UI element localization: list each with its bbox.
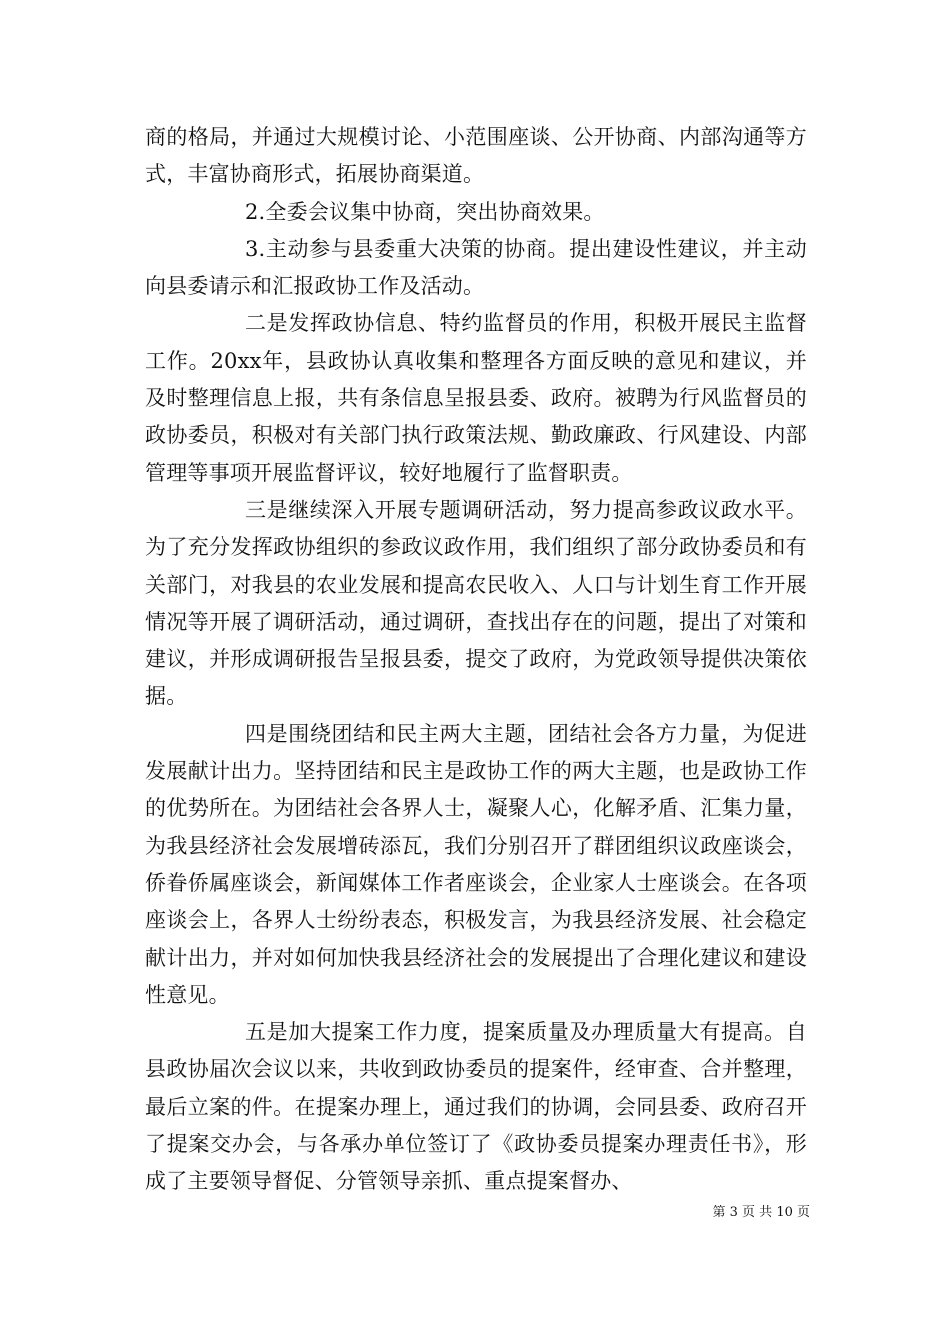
document-body: [145, 119, 807, 1201]
paragraph-section-five: 五是加大提案工作力度，提案质量及办理质量大有提高。自县政协届次会议以来，共收到政协委员的提案件，经审查、合并整理，最后立案的件。在提案办理上，通过我们的协调，会同县委、政府召开了提案交办会，与各承办单位签订了《政协委员提案办理责任书》，形成了主要领导督促、分管领导亲抓、重点提案督办、: [145, 1020, 807, 1194]
paragraph-section-three: 三是继续深入开展专题调研活动，努力提高参政议政水平。为了充分发挥政协组织的参政议政作用，我们组织了部分政协委员和有关部门，对我县的农业发展和提高农民收入、人口与计划生育工作开展情况等开展了调研活动，通过调研，查找出存在的问题，提出了对策和建议，并形成调研报告呈报县委，提交了政府，为党政领导提供决策依据。: [145, 497, 807, 709]
paragraph-section-two: 二是发挥政协信息、特约监督员的作用，积极开展民主监督工作。20xx年，县政协认真收集和整理各方面反映的意见和建议，并及时整理信息上报，共有条信息呈报县委、政府。被聘为行风监督员的政协委员，积极对有关部门执行政策法规、勤政廉政、行风建设、内部管理等事项开展监督评议，较好地履行了监督职责。: [145, 311, 807, 485]
page-number-footer: 第 3 页 共 10 页: [712, 1205, 810, 1220]
paragraph-continuation: 商的格局，并通过大规模讨论、小范围座谈、公开协商、内部沟通等方式，丰富协商形式，拓展协商渠道。: [145, 125, 807, 187]
paragraph-section-four: 四是围绕团结和民主两大主题，团结社会各方力量，为促进发展献计出力。坚持团结和民主是政协工作的两大主题，也是政协工作的优势所在。为团结社会各界人士，凝聚人心，化解矛盾、汇集力量，为我县经济社会发展增砖添瓦，我们分别召开了群团组织议政座谈会，侨眷侨属座谈会，新闻媒体工作者座谈会，企业家人士座谈会。在各项座谈会上，各界人士纷纷表态，积极发言，为我县经济发展、社会稳定献计出力，并对如何加快我县经济社会的发展提出了合理化建议和建设性意见。: [145, 721, 807, 1007]
paragraph-item-2: 2.全委会议集中协商，突出协商效果。: [245, 199, 605, 224]
paragraph-item-3: 3.主动参与县委重大决策的协商。提出建设性建议，并主动向县委请示和汇报政协工作及活动。: [145, 236, 807, 299]
